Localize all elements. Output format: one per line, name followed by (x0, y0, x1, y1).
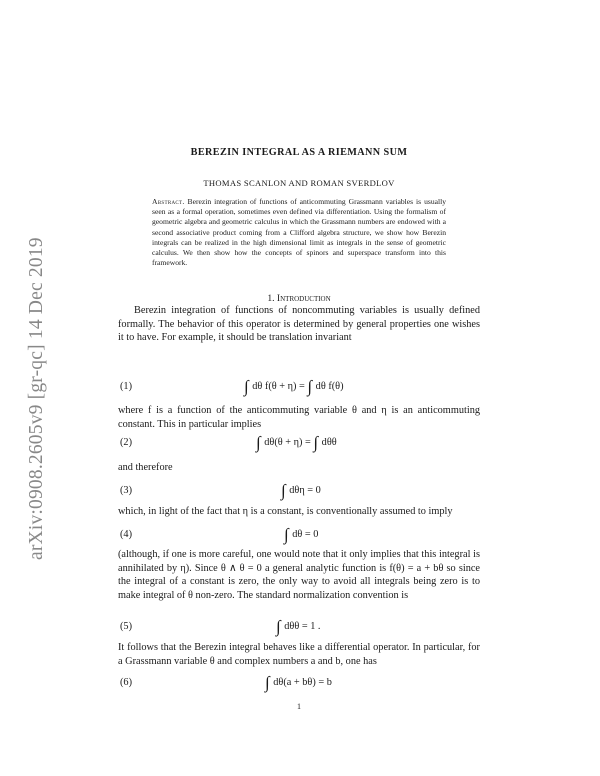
equation-number-3: (3) (120, 485, 133, 496)
arxiv-stamp: arXiv:0908.2605v9 [gr-qc] 14 Dec 2019 (26, 237, 47, 560)
abstract-label: Abstract. (152, 197, 185, 206)
paper-authors: THOMAS SCANLON AND ROMAN SVERDLOV (203, 178, 395, 188)
equation-number-5: (5) (120, 621, 133, 632)
equation-number-2: (2) (120, 437, 133, 448)
paragraph-3: and therefore (118, 462, 173, 473)
paragraph-4: which, in light of the fact that η is a constant, is conventionally assumed to imply (118, 506, 453, 517)
equation-5: ∫ dθθ = 1 . (276, 617, 321, 636)
paragraph-1: Berezin integration of functions of noncommuting variables is usually defined formally. The behavior of this operator is determined by general properties one wishes it to have. For example, it should be translation invariant (118, 305, 480, 344)
equation-3: ∫ dθη = 0 (281, 481, 321, 500)
equation-6: ∫ dθ(a + bθ) = b (265, 673, 332, 692)
equation-number-6: (6) (120, 677, 133, 688)
equation-2: ∫ dθ(θ + η) = ∫ dθθ (256, 433, 337, 452)
paragraph-5: (although, if one is more careful, one would note that it only implies that this integral is annihilated by η). Since θ ∧ θ = 0 a general analytic function is f(θ) = a + bθ so since the integral of a constant is zero, the only way to avoid all integrals being zero is to make integral of θ non-zero. The standard normalization convention is (118, 549, 480, 601)
section-number: 1. (267, 293, 275, 304)
abstract-text: Berezin integration of functions of anticommuting Grassmann variables is usually seen as a formal operation, sometimes even defined via differentiation. Using the formalism of geometric algebra and geometric calculus in which the Grassmann numbers are endowed with a second associative product coming from a Clifford algebra structure, we show how Berezin integrals can be realized in the high dimensional limit as integrals in the sense of geometric calculus. We then show how the concepts of spinors and superspace transform into this framework. (152, 197, 446, 268)
paper-title: BEREZIN INTEGRAL AS A RIEMANN SUM (190, 147, 408, 158)
equation-number-4: (4) (120, 529, 133, 540)
equation-number-1: (1) (120, 381, 133, 392)
paragraph-2: where f is a function of the anticommuting variable θ and η is an anticommuting constant. This in particular implies (118, 405, 480, 430)
section-name: Introduction (276, 293, 331, 304)
equation-1: ∫ dθ f(θ + η) = ∫ dθ f(θ) (244, 377, 344, 396)
abstract (152, 197, 446, 268)
page-number: 1 (297, 702, 301, 711)
section-heading (118, 293, 480, 304)
paragraph-6: It follows that the Berezin integral behaves like a differential operator. In particular, for a Grassmann variable θ and complex numbers a and b, one has (118, 642, 480, 667)
equation-4: ∫ dθ = 0 (284, 525, 319, 544)
paper-page (118, 0, 480, 776)
